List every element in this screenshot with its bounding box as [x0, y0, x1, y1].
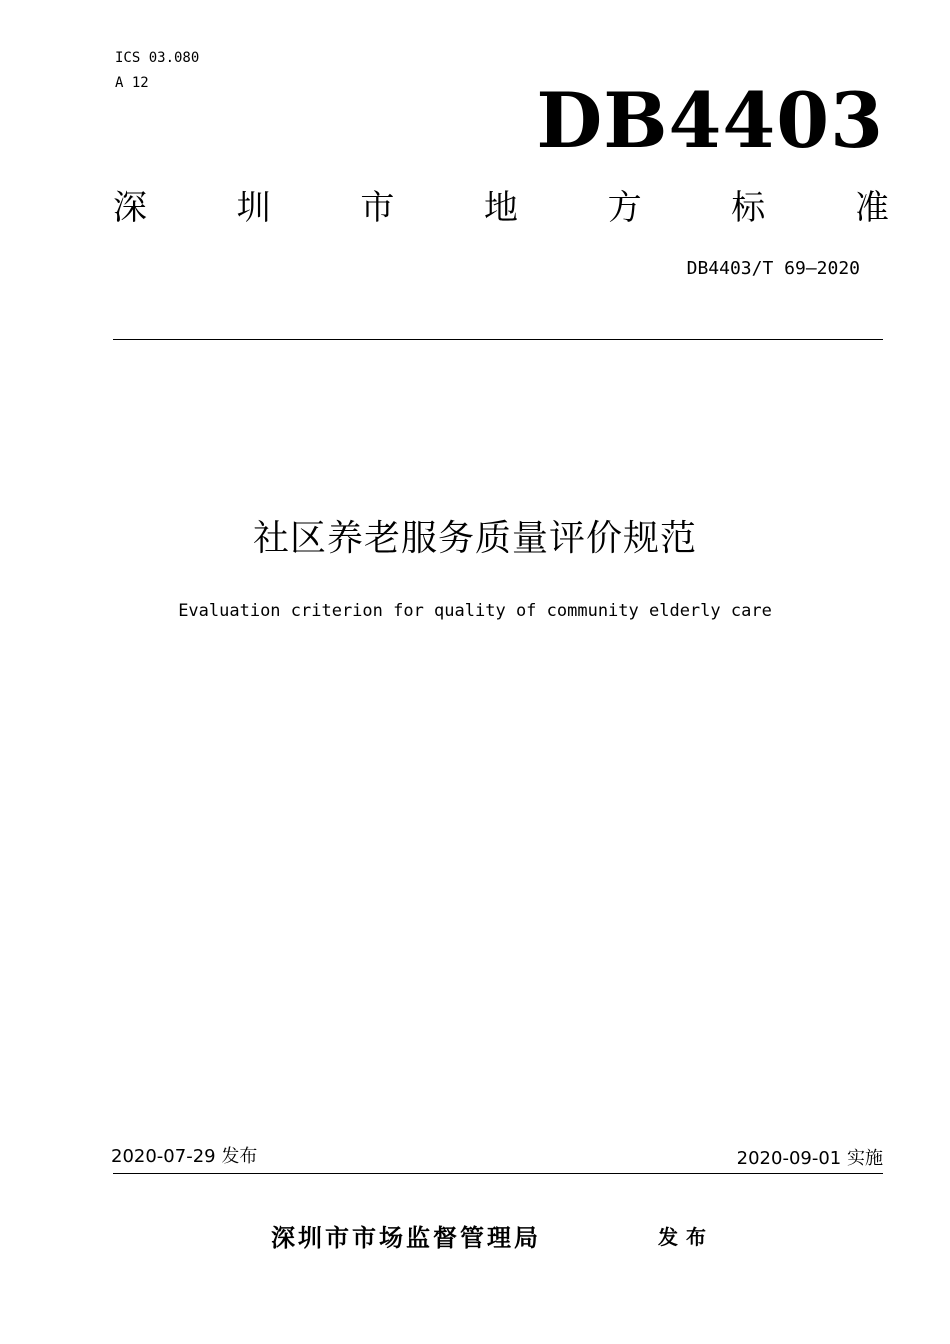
standard-type-char: 市	[360, 188, 395, 228]
standard-type-char: 标	[731, 188, 766, 228]
issue-label: 发布	[658, 1225, 714, 1249]
ics-code: ICS 03.080	[115, 50, 200, 66]
standard-type-char: 地	[483, 188, 518, 228]
standard-type-char: 准	[854, 188, 889, 228]
standard-type-char: 方	[607, 188, 642, 228]
header-divider	[113, 339, 883, 340]
standard-code-logo: DB4403	[536, 76, 884, 165]
standard-type-char: 圳	[236, 188, 271, 228]
footer-divider	[113, 1173, 883, 1174]
standard-type-char: 深	[113, 188, 147, 228]
issuing-authority: 深圳市市场监督管理局	[271, 1224, 541, 1252]
document-title-cn: 社区养老服务质量评价规范	[252, 518, 697, 559]
standard-number: DB4403/T 69—2020	[686, 258, 860, 279]
document-title-en: Evaluation criterion for quality of community elderly care	[178, 601, 772, 621]
ccs-code: A 12	[115, 75, 149, 91]
standard-type-heading	[113, 186, 889, 230]
implementation-date: 2020-09-01 实施	[736, 1148, 883, 1169]
issue-date: 2020-07-29 发布	[111, 1146, 258, 1167]
